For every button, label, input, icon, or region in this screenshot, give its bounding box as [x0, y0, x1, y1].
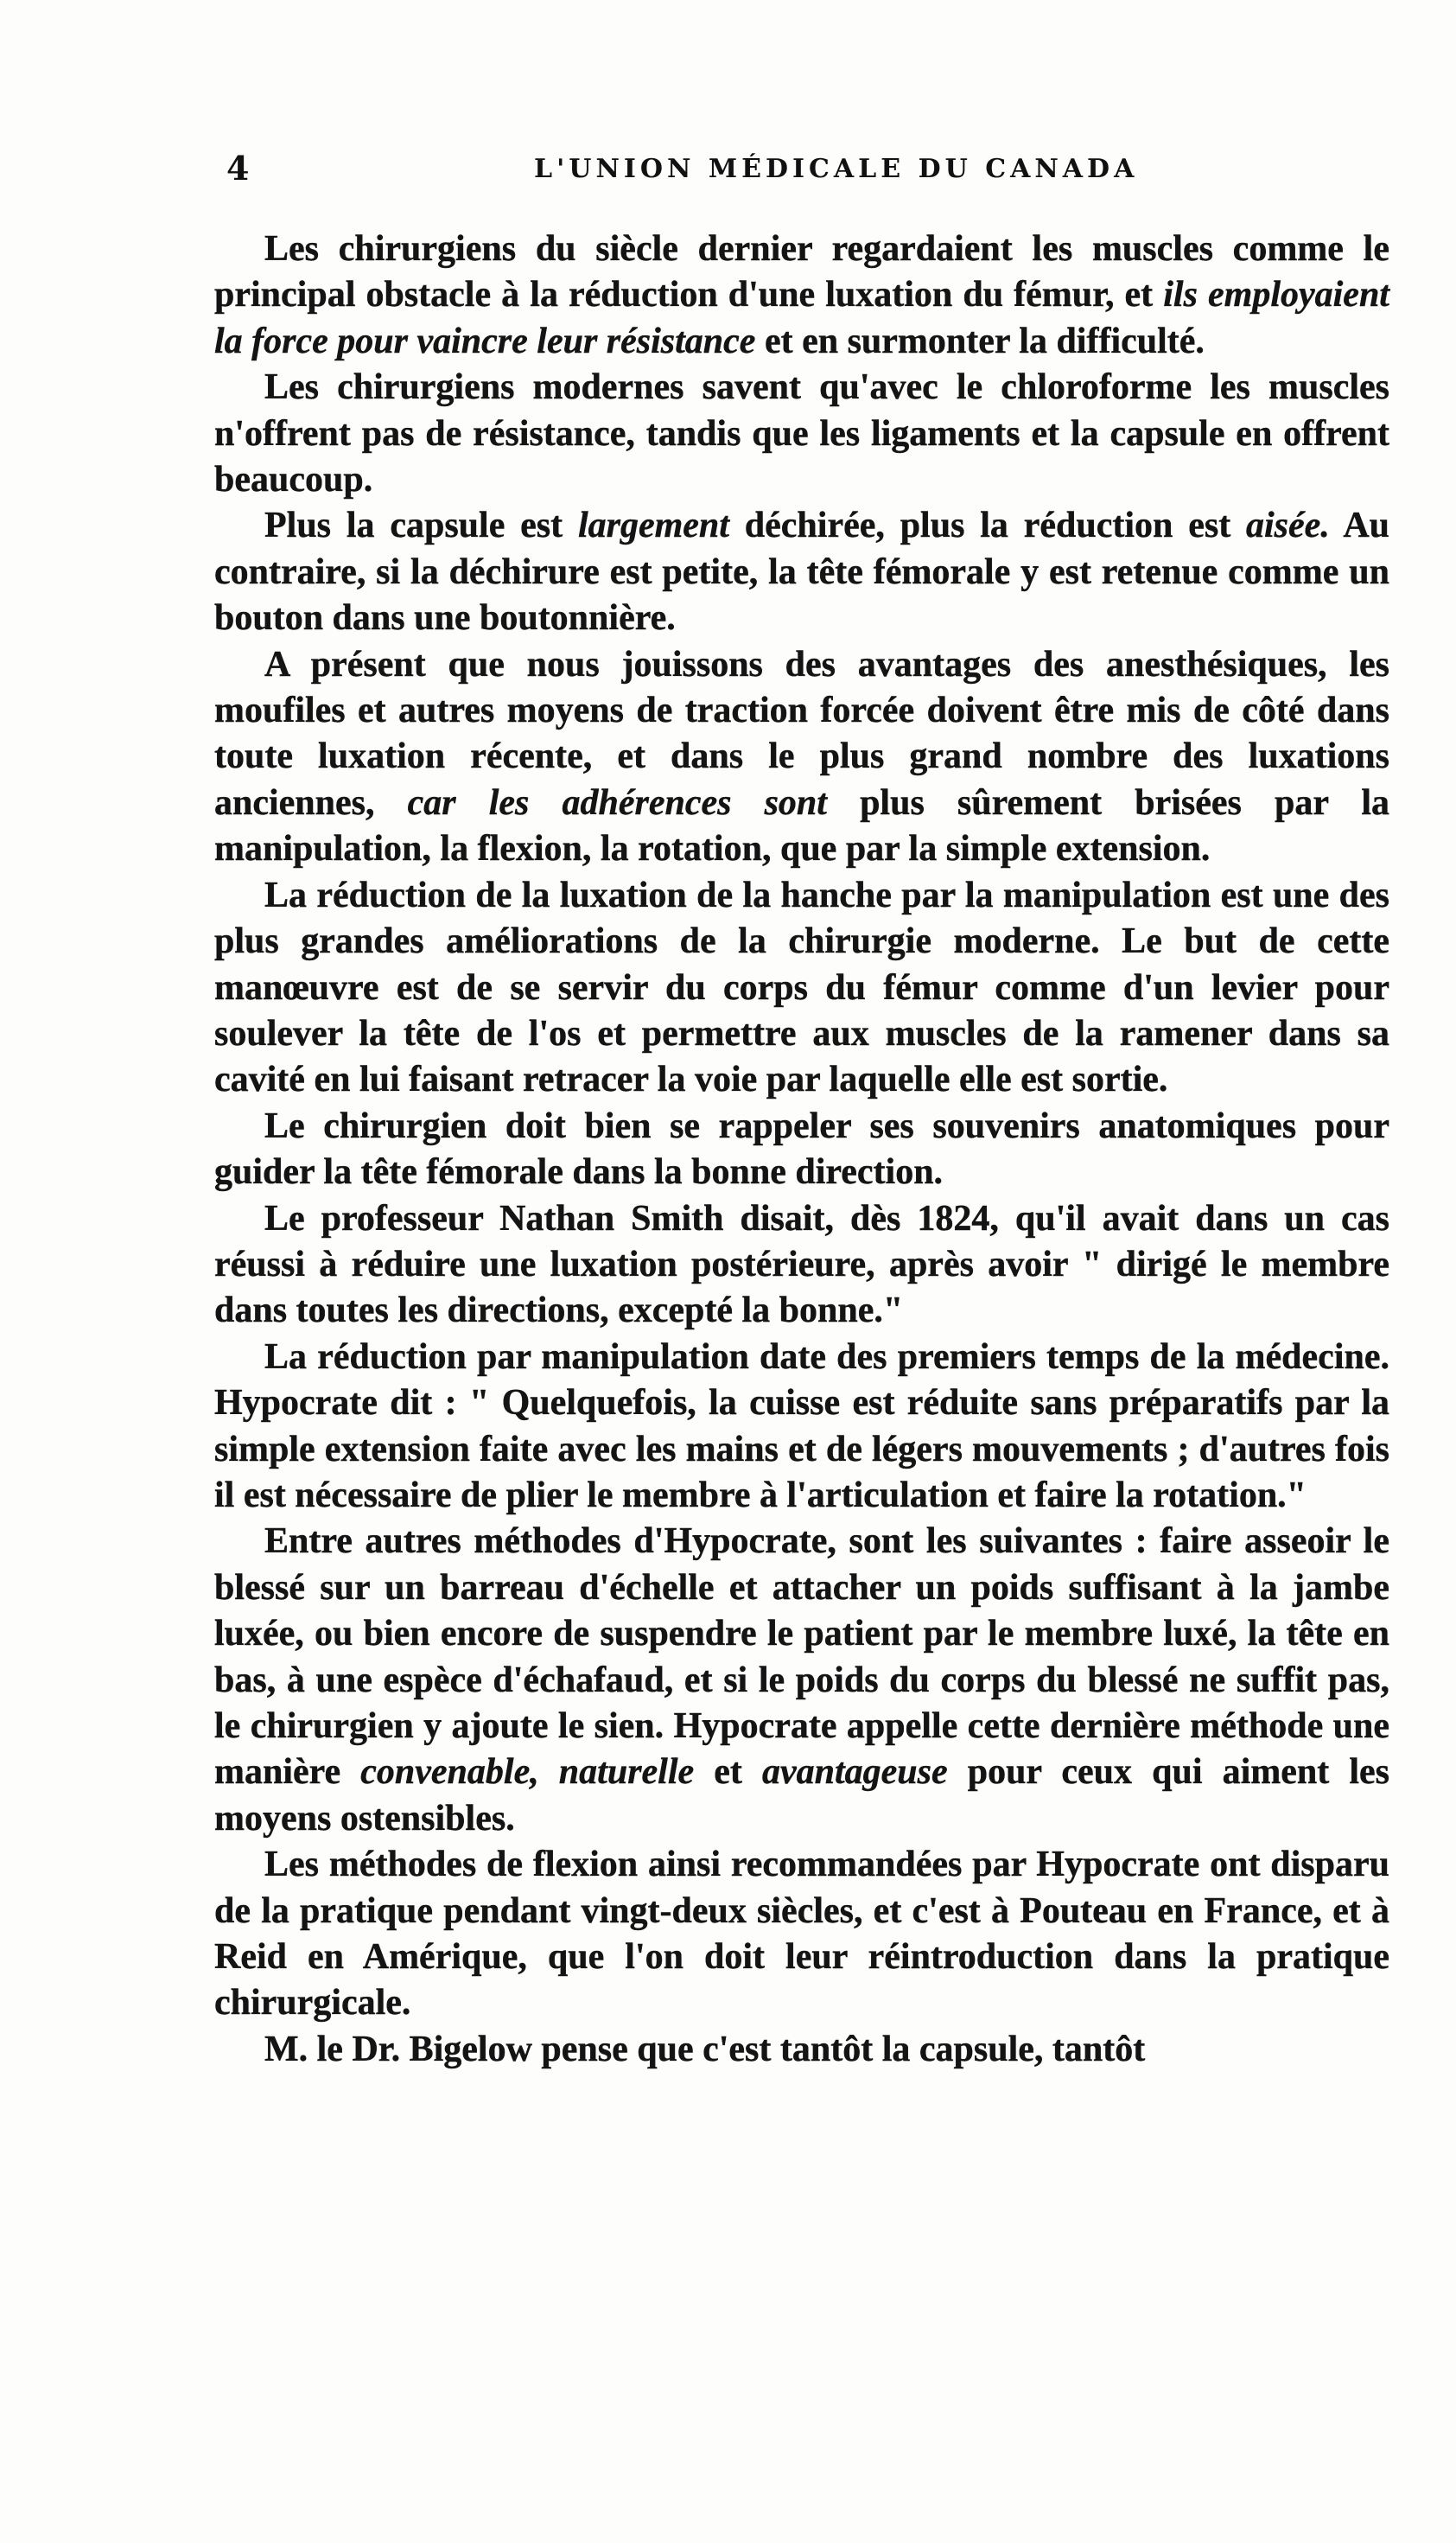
paragraph — [214, 503, 1389, 641]
paragraph-text: A présent que nous jouissons des avantages des anesthésiques, les moufiles et autres moyens de traction forcée doivent être mis de côté dans toute luxation récente, et dans le plus grand nombre des luxations anciennes, — [214, 644, 1389, 823]
paragraph — [214, 1842, 1389, 2027]
paragraph-text: La réduction par manipulation date des premiers temps de la médecine. Hypocrate dit : " Quelquefois, la cuisse est réduite sans préparatifs par la simple extension faite avec les mains et de légers mouvements ; d'autres fois il est nécessaire de plier le membre à l'articulation et faire la rotation." — [214, 1336, 1389, 1515]
paragraph-italic-text: ils employaient la force pour vaincre leur résistance — [214, 275, 1389, 361]
paragraph-italic-text: car les adhérences sont — [407, 782, 827, 823]
page-number: 4 — [226, 149, 250, 188]
paragraph-italic-text: convenable, naturelle — [360, 1752, 695, 1793]
paragraph-text: et en surmonter la difficulté. — [755, 321, 1205, 361]
paragraph — [214, 873, 1389, 1104]
paragraph — [214, 226, 1389, 365]
paragraph-text: Les chirurgiens modernes savent qu'avec le chloroforme les muscles n'offrent pas de résistance, tandis que les ligaments et la capsule en offrent beaucoup. — [214, 367, 1389, 500]
paragraph — [214, 1104, 1389, 1196]
paragraph-italic-text: largement — [577, 506, 729, 546]
paragraph-text: pour ceux qui aiment les moyens ostensibles. — [214, 1752, 1389, 1839]
paragraph-text: Les chirurgiens du siècle dernier regardaient les muscles comme le principal obstacle à la réduction d'une luxation du fémur, et — [214, 229, 1389, 315]
paragraph-text: Entre autres méthodes d'Hypocrate, sont les suivantes : faire asseoir le blessé sur un barreau d'échelle et attacher un poids suffisant à la jambe luxée, ou bien encore de suspendre le patient par le membre luxé, la tête en bas, à une espèce d'échafaud, et si le poids du corps du blessé ne suffit pas, le chirurgien y ajoute le sien. Hypocrate appelle cette dernière méthode une manière — [214, 1521, 1389, 1793]
paragraph-text: Les méthodes de flexion ainsi recommandées par Hypocrate ont disparu de la pratique pendant vingt-deux siècles, et c'est à Pouteau en France, et à Reid en Amérique, que l'on doit leur réintroduction dans la pratique chirurgicale. — [214, 1845, 1389, 2024]
paragraph — [214, 1196, 1389, 1335]
paragraph-text: Le chirurgien doit bien se rappeler ses souvenirs anatomiques pour guider la tête fémorale dans la bonne direction. — [214, 1106, 1389, 1193]
running-head — [0, 149, 1456, 192]
paragraph — [214, 1519, 1389, 1842]
paragraph — [214, 2027, 1389, 2073]
paragraph-text: La réduction de la luxation de la hanche par la manipulation est une des plus grandes améliorations de la chirurgie moderne. Le but de cette manœuvre est de se servir du corps du fémur comme d'un levier pour soulever la tête de l'os et permettre aux muscles de la ramener dans sa cavité en lui faisant retracer la voie par laquelle elle est sortie. — [214, 875, 1389, 1100]
paragraph-text: Plus la capsule est — [264, 506, 578, 546]
paragraph-italic-text: aisée. — [1246, 506, 1330, 546]
paragraph-text: Au contraire, si la déchirure est petite, la tête fémorale y est retenue comme un bouton dans une boutonnière. — [214, 506, 1390, 639]
paragraph — [214, 365, 1389, 503]
paragraph-text: M. le Dr. Bigelow pense que c'est tantôt la capsule, tantôt — [264, 2029, 1146, 2069]
paragraph-italic-text: avantageuse — [761, 1752, 948, 1793]
paragraph-text: et — [694, 1752, 762, 1793]
paragraph-text: déchirée, plus la réduction est — [728, 506, 1247, 546]
paragraph — [214, 1335, 1389, 1520]
paragraph-text: Le professeur Nathan Smith disait, dès 1824, qu'il avait dans un cas réussi à réduire une luxation postérieure, après avoir " dirigé le membre dans toutes les directions, excepté la bonne." — [214, 1198, 1389, 1331]
paragraph-text: plus sûrement brisées par la manipulation, la flexion, la rotation, que par la simple extension. — [214, 782, 1389, 870]
article-body — [214, 226, 1389, 2073]
journal-title: L'UNION MÉDICALE DU CANADA — [534, 154, 1139, 184]
paragraph — [214, 642, 1389, 873]
